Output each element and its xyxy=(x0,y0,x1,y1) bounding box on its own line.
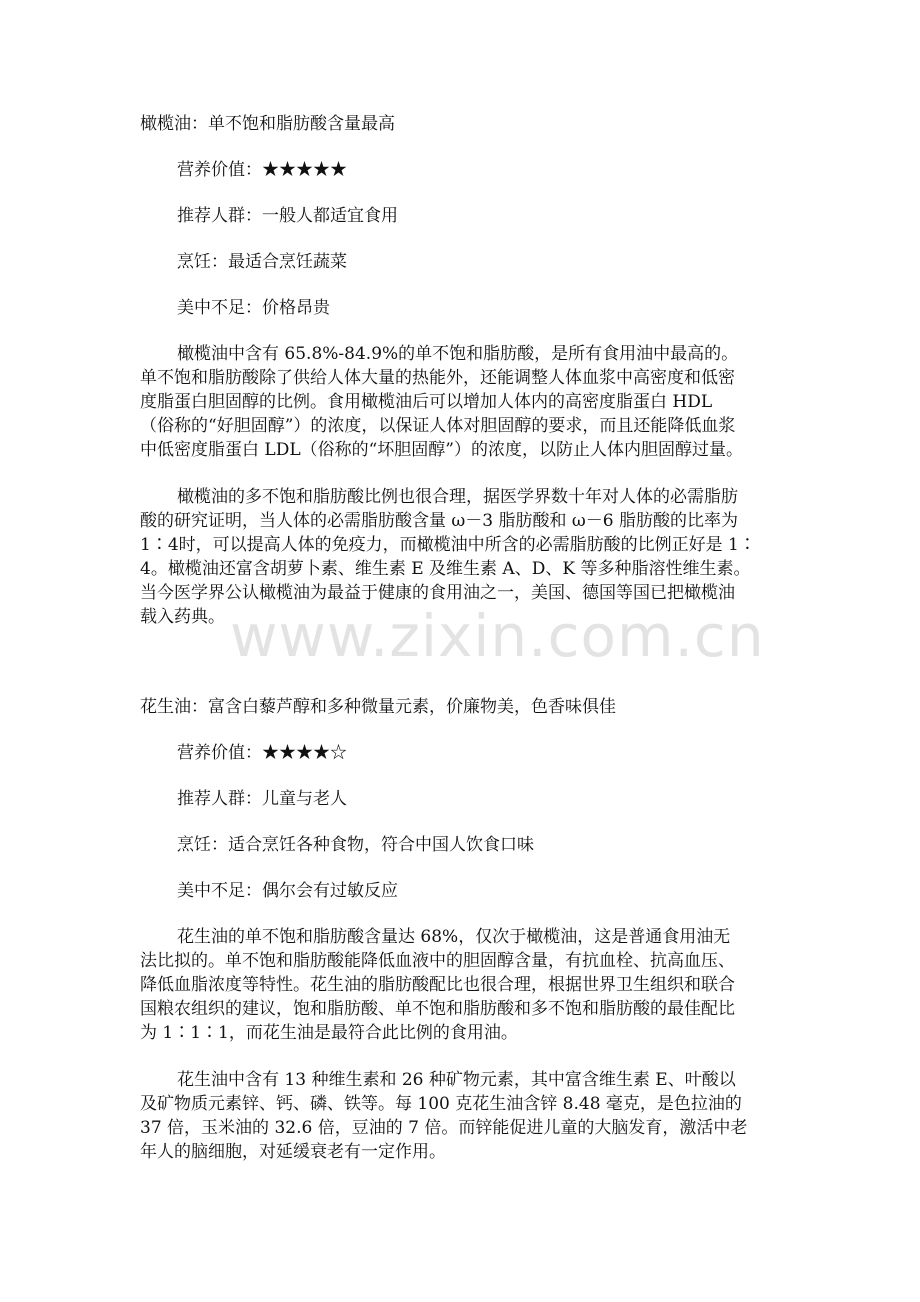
paragraph-line: 中低密度脂蛋白 LDL（俗称的“坏胆固醇”）的浓度，以防止人体内胆固醇过量。 xyxy=(140,440,743,460)
paragraph-line: 4。橄榄油还富含胡萝卜素、维生素 E 及维生素 A、D、K 等多种脂溶性维生素。 xyxy=(140,559,751,579)
paragraph-line: 37 倍，玉米油的 32.6 倍，豆油的 7 倍。而锌能促进儿童的大脑发育，激活中老 xyxy=(140,1118,748,1138)
section-heading-olive-oil: 橄榄油：单不饱和脂肪酸含量最高 xyxy=(140,114,395,134)
paragraph-line: 1∶4时，可以提高人体的免疫力，而橄榄油中所含的必需脂肪酸的比例正好是 1∶ xyxy=(140,535,756,555)
paragraph-line: 花生油的单不饱和脂肪酸含量达 68%，仅次于橄榄油，这是普通食用油无 xyxy=(177,927,731,947)
paragraph-line: 法比拟的。单不饱和脂肪酸能降低血液中的胆固醇含量，有抗血栓、抗高血压、 xyxy=(140,951,735,971)
cooking-olive-oil: 烹饪：最适合烹饪蔬菜 xyxy=(177,252,347,272)
section-heading-peanut-oil: 花生油：富含白藜芦醇和多种微量元素，价廉物美，色香味俱佳 xyxy=(140,697,616,717)
paragraph-line: 橄榄油的多不饱和脂肪酸比例也很合理，据医学界数十年对人体的必需脂肪 xyxy=(177,487,738,507)
recommended-audience-olive-oil: 推荐人群：一般人都适宜食用 xyxy=(177,206,398,226)
paragraph-line: 及矿物质元素锌、钙、磷、铁等。每 100 克花生油含锌 8.48 毫克，是色拉油的 xyxy=(140,1094,742,1114)
nutrition-rating-peanut-oil: 营养价值：★★★★☆ xyxy=(177,743,347,763)
nutrition-rating-olive-oil: 营养价值：★★★★★ xyxy=(177,160,347,180)
paragraph-line: 酸的研究证明，当人体的必需脂肪酸含量 ω－3 脂肪酸和 ω－6 脂肪酸的比率为 xyxy=(140,511,738,531)
paragraph-peanut-oil-2 xyxy=(140,1068,790,1164)
paragraph-olive-oil-1 xyxy=(140,342,790,462)
paragraph-line: 当今医学界公认橄榄油为最益于健康的食用油之一，美国、德国等国已把橄榄油 xyxy=(140,583,735,603)
watermark: www.zixin.com.cn xyxy=(230,602,765,670)
paragraph-line: 单不饱和脂肪酸除了供给人体大量的热能外，还能调整人体血浆中高密度和低密 xyxy=(140,368,735,388)
paragraph-line: 花生油中含有 13 种维生素和 26 种矿物元素，其中富含维生素 E、叶酸以 xyxy=(177,1070,736,1090)
paragraph-peanut-oil-1 xyxy=(140,925,790,1045)
recommended-audience-peanut-oil: 推荐人群：儿童与老人 xyxy=(177,789,347,809)
drawback-olive-oil: 美中不足：价格昂贵 xyxy=(177,298,330,318)
cooking-peanut-oil: 烹饪：适合烹饪各种食物，符合中国人饮食口味 xyxy=(177,835,534,855)
paragraph-line: 载入药典。 xyxy=(140,607,225,627)
paragraph-line: 降低血脂浓度等特性。花生油的脂肪酸配比也很合理，根据世界卫生组织和联合 xyxy=(140,975,735,995)
paragraph-line: 国粮农组织的建议，饱和脂肪酸、单不饱和脂肪酸和多不饱和脂肪酸的最佳配比 xyxy=(140,999,735,1019)
paragraph-line: 橄榄油中含有 65.8%-84.9%的单不饱和脂肪酸，是所有食用油中最高的。 xyxy=(177,344,739,364)
drawback-peanut-oil: 美中不足：偶尔会有过敏反应 xyxy=(177,881,398,901)
paragraph-line: 度脂蛋白胆固醇的比例。食用橄榄油后可以增加人体内的高密度脂蛋白 HDL xyxy=(140,392,713,412)
paragraph-line: 为 1∶1∶1，而花生油是最符合此比例的食用油。 xyxy=(140,1023,518,1043)
paragraph-line: 年人的脑细胞，对延缓衰老有一定作用。 xyxy=(140,1142,446,1162)
paragraph-olive-oil-2 xyxy=(140,485,790,629)
paragraph-line: （俗称的“好胆固醇”）的浓度，以保证人体对胆固醇的要求，而且还能降低血浆 xyxy=(140,416,736,436)
